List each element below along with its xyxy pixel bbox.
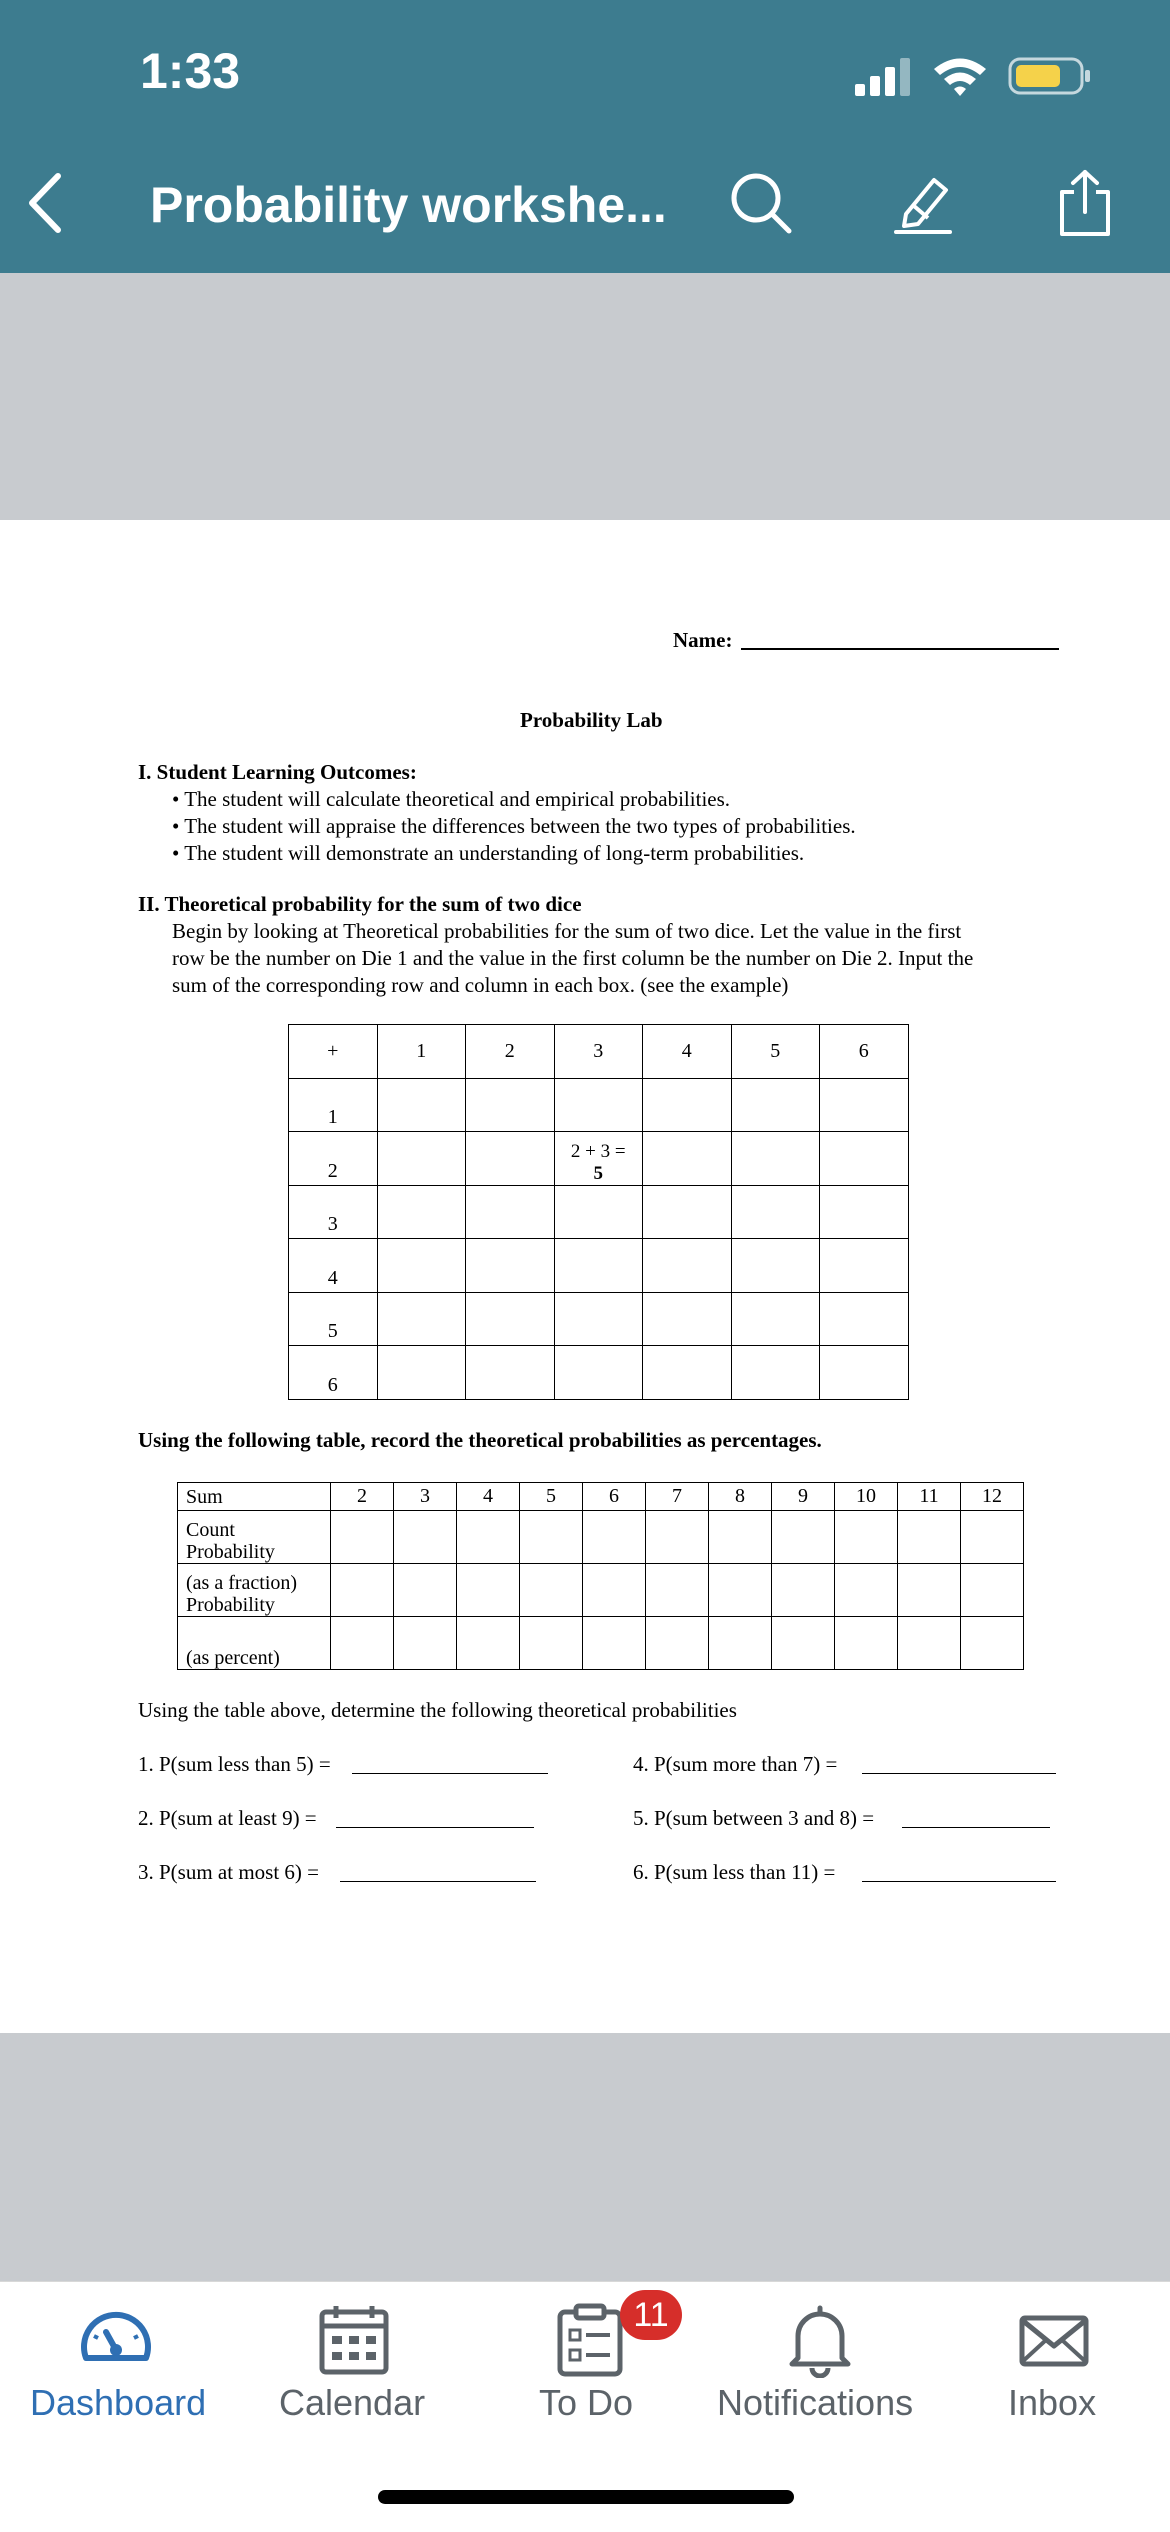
dice-sum-table [288,1024,909,1400]
envelope-icon [1014,2302,1094,2378]
table-cell [457,1617,520,1670]
tab-inbox[interactable] [936,2282,1170,2432]
question-item: 1. P(sum less than 5) = [138,1752,331,1776]
todo-clipboard-icon [550,2302,630,2378]
table-cell [961,1617,1024,1670]
die1-header: 1 [377,1025,466,1079]
sum-header: 11 [898,1483,961,1511]
section2-heading: II. Theoretical probability for the sum of two dice [138,892,582,916]
answer-blank [862,1881,1056,1882]
sum-header: 2 [331,1483,394,1511]
sum-cell [554,1185,643,1239]
row-label-line: Probability [186,1594,275,1616]
die2-header: 1 [289,1078,378,1132]
sum-cell [466,1185,555,1239]
tab-dashboard[interactable] [0,2282,234,2432]
row-label-line: Count [186,1519,235,1541]
name-blank [741,648,1059,650]
row-label [178,1617,331,1670]
sum-cell [643,1346,732,1400]
sum-header: 3 [394,1483,457,1511]
table-cell [331,1617,394,1670]
table-cell [961,1564,1024,1617]
table-cell [583,1511,646,1564]
answer-blank [352,1773,548,1774]
calendar-icon [314,2302,394,2378]
row-label-line: (as percent) [186,1647,280,1669]
die1-header: 6 [820,1025,909,1079]
wifi-icon [930,54,990,98]
row-label [178,1511,331,1564]
table-cell [898,1511,961,1564]
home-indicator[interactable] [378,2490,794,2504]
section1-heading: I. Student Learning Outcomes: [138,760,417,784]
table-cell [709,1564,772,1617]
table-cell [331,1511,394,1564]
sum-cell [377,1078,466,1132]
sum-cell [820,1292,909,1346]
sum-cell [731,1078,820,1132]
sum-cell [820,1078,909,1132]
sum-cell [643,1185,732,1239]
table-cell [331,1564,394,1617]
question-item: 5. P(sum between 3 and 8) = [633,1806,875,1830]
table-cell [394,1564,457,1617]
question-item: 3. P(sum at most 6) = [138,1860,320,1884]
table-cell [898,1564,961,1617]
top-bar [0,0,1170,273]
sum-cell [643,1132,732,1186]
worksheet-page[interactable] [0,520,1170,2033]
table-cell [394,1511,457,1564]
table-corner: + [289,1025,378,1079]
document-title: Probability workshe... [150,177,667,233]
sum-header-label: Sum [178,1483,331,1511]
outcome-item: • The student will calculate theoretical and empirical probabilities. [172,787,731,811]
table-cell [583,1617,646,1670]
sum-cell [466,1132,555,1186]
sum-cell [466,1292,555,1346]
sum-cell [820,1346,909,1400]
document-margin-bottom [0,2033,1170,2281]
answer-blank [340,1881,536,1882]
sum-cell [731,1292,820,1346]
sum-cell [377,1292,466,1346]
sum-cell [554,1078,643,1132]
probability-table [177,1482,1024,1670]
tab-label: Dashboard [30,2382,207,2423]
dashboard-gauge-icon [76,2302,156,2378]
table-cell [709,1511,772,1564]
sum-header: 12 [961,1483,1024,1511]
sum-cell [377,1132,466,1186]
table-cell [583,1564,646,1617]
die1-header: 2 [466,1025,555,1079]
table-cell [646,1617,709,1670]
table-cell [520,1617,583,1670]
sum-cell [554,1292,643,1346]
name-label: Name: [673,628,733,652]
section2-body-line: sum of the corresponding row and column in each box. (see the example) [172,973,789,997]
row-label [178,1564,331,1617]
table-cell [520,1511,583,1564]
example-result: 5 [593,1162,603,1184]
table-cell [646,1564,709,1617]
sum-cell [731,1239,820,1293]
die2-header: 2 [289,1132,378,1186]
sum-header: 4 [457,1483,520,1511]
die2-header: 6 [289,1346,378,1400]
answer-blank [902,1827,1050,1828]
table-cell [394,1617,457,1670]
die1-header: 4 [643,1025,732,1079]
answer-blank [862,1773,1056,1774]
table-cell [835,1564,898,1617]
tab-label: Notifications [717,2382,914,2423]
lab-title: Probability Lab [520,708,663,732]
sum-cell [466,1078,555,1132]
table-cell [709,1617,772,1670]
cellular-signal-icon [855,58,913,96]
sum-cell [731,1346,820,1400]
sum-header: 10 [835,1483,898,1511]
table-cell [646,1511,709,1564]
tab-label: Inbox [1008,2382,1097,2423]
table-cell [772,1617,835,1670]
sum-header: 7 [646,1483,709,1511]
sum-cell [377,1239,466,1293]
annotate-pen-icon[interactable] [888,168,958,238]
table2-instruction: Using the following table, record the theoretical probabilities as percentages. [138,1428,822,1452]
die2-header: 5 [289,1292,378,1346]
table-cell [772,1511,835,1564]
table-cell [835,1617,898,1670]
section2-body-line: row be the number on Die 1 and the value in the first column be the number on Die 2. Input the [172,946,974,970]
sum-cell [820,1239,909,1293]
section2-body-line: Begin by looking at Theoretical probabilities for the sum of two dice. Let the value in the first [172,919,962,943]
back-chevron-icon[interactable] [20,168,70,238]
status-time: 1:33 [140,43,241,99]
sum-header: 5 [520,1483,583,1511]
question-item: 6. P(sum less than 11) = [633,1860,836,1884]
answer-blank [336,1827,534,1828]
tab-notifications[interactable] [702,2282,936,2432]
row-label-line: Probability [186,1541,275,1563]
table-cell [772,1564,835,1617]
sum-header: 9 [772,1483,835,1511]
question-item: 2. P(sum at least 9) = [138,1806,317,1830]
table-cell [961,1511,1024,1564]
questions-intro: Using the table above, determine the following theoretical probabilities [138,1698,737,1722]
die2-header: 4 [289,1239,378,1293]
table-cell [457,1564,520,1617]
sum-cell [466,1239,555,1293]
sum-header: 6 [583,1483,646,1511]
battery-icon [1008,56,1092,96]
table-cell [835,1511,898,1564]
document-margin-top [0,273,1170,520]
table-cell [457,1511,520,1564]
todo-count-badge: 11 [620,2290,682,2340]
sum-cell [643,1292,732,1346]
die2-header: 3 [289,1185,378,1239]
share-icon[interactable] [1050,168,1120,238]
table-cell [520,1564,583,1617]
bell-icon [780,2302,860,2378]
example-cell [554,1132,643,1186]
sum-cell [820,1185,909,1239]
sum-cell [377,1185,466,1239]
search-icon[interactable] [726,168,796,238]
row-label-line: (as a fraction) [186,1572,298,1594]
sum-cell [820,1132,909,1186]
example-expression: 2 + 3 = [570,1140,626,1162]
sum-cell [377,1346,466,1400]
tab-label: To Do [539,2382,634,2423]
sum-cell [643,1078,732,1132]
sum-cell [731,1132,820,1186]
sum-cell [554,1239,643,1293]
question-item: 4. P(sum more than 7) = [633,1752,838,1776]
sum-cell [466,1346,555,1400]
sum-cell [643,1239,732,1293]
tab-calendar[interactable] [234,2282,468,2432]
tab-label: Calendar [279,2382,426,2423]
sum-cell [731,1185,820,1239]
outcome-item: • The student will demonstrate an understanding of long-term probabilities. [172,841,805,865]
die1-header: 3 [554,1025,643,1079]
table-cell [898,1617,961,1670]
die1-header: 5 [731,1025,820,1079]
sum-header: 8 [709,1483,772,1511]
outcome-item: • The student will appraise the differences between the two types of probabilities. [172,814,856,838]
sum-cell [554,1346,643,1400]
